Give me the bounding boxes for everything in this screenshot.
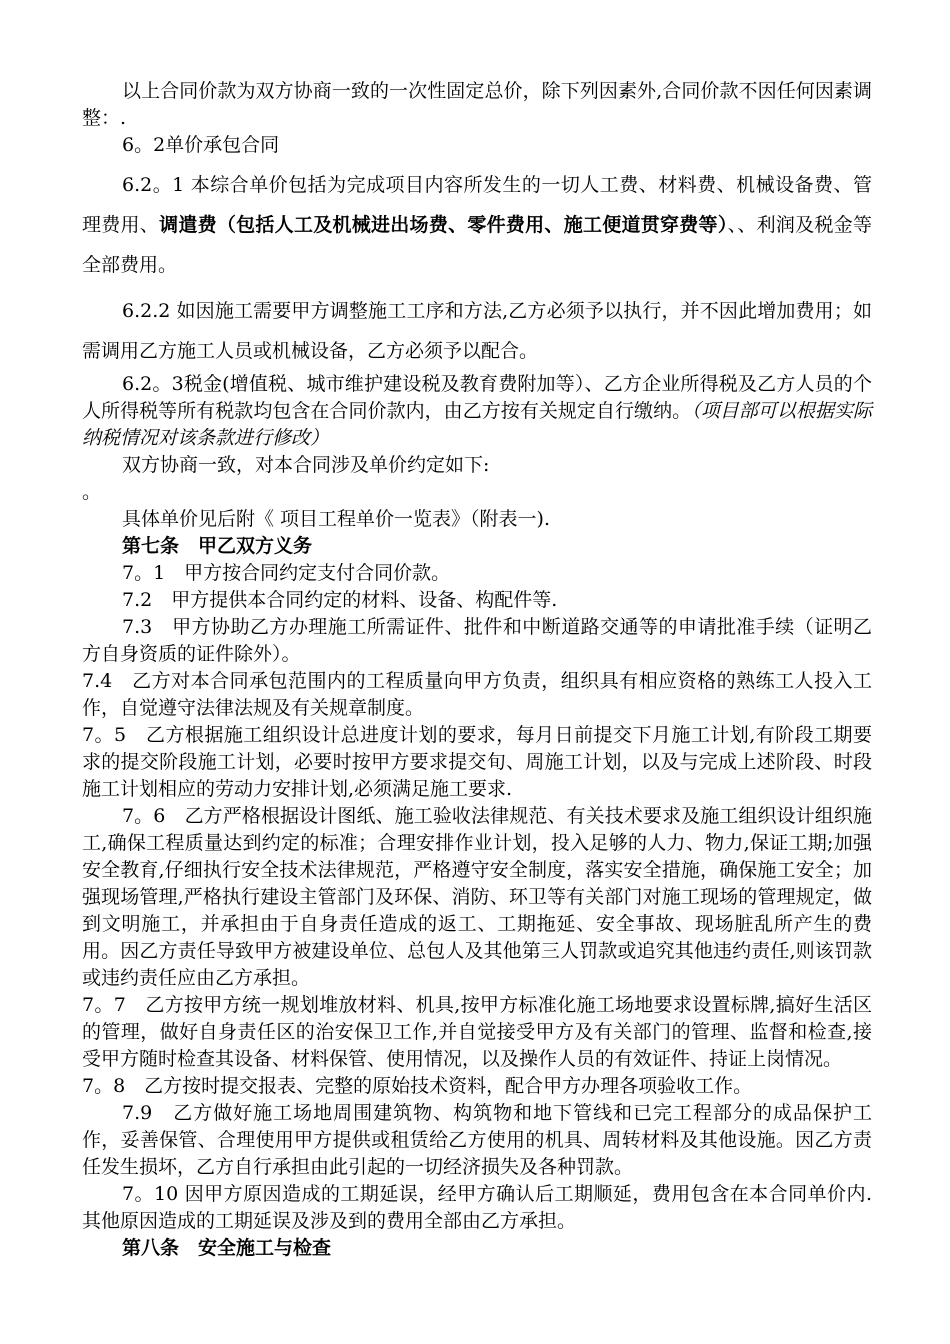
paragraph-6-2-1-text: 6.2。1 本综合单价包括为完成项目内容所发生的一切人工费、材料费、机械设备费、管理费用、 [82,174,872,236]
paragraph-7-9: 7.9 乙方做好施工场地周围建筑物、构筑物和地下管线和已完工程部分的成品保护工作，妥善保管、合理使用甲方提供或租赁给乙方使用的机具、周转材料及其他设施。因乙方责任发生损坏，乙方自行承担由此引起的一切经济损失及各种罚款。 [82,1102,872,1178]
article-7-heading: 第七条 甲乙双方义务 [122,535,313,557]
paragraph-7-7: 7。7 乙方按甲方统一规划堆放材料、机具,按甲方标准化施工场地要求设置标牌,搞好生活区的管理，做好自身责任区的治安保卫工作,并自觉接受甲方及有关部门的管理、监督和检查,接受甲方随时检查其设备、材料保管、使用情况，以及操作人员的有效证件、持证上岗情况。 [82,994,872,1070]
paragraph-blank-mark: 。 [82,481,102,503]
paragraph-6-2-1-tail: 、、利润及税金等全部费用。 [82,214,872,276]
paragraph-6-2-1 [82,165,872,285]
paragraph-6-2-3-text: 6.2。3税金(增值税、城市维护建设税及教育费附加等）、乙方企业所得税及乙方人员的个人所得税等所有税款均包含在合同价款内，由乙方按有关规定自行缴纳。 [82,373,872,422]
article-8-heading: 第八条 安全施工与检查 [122,1237,332,1259]
paragraph-7-4: 7.4 乙方对本合同承包范围内的工程质量向甲方负责，组织具有相应资格的熟练工人投入工作，自觉遵守法律法规及有关规章制度。 [82,670,872,719]
paragraph-6-2-3 [82,371,872,452]
paragraph-7-2: 7.2 甲方提供本合同约定的材料、设备、构配件等. [122,589,558,611]
paragraph-7-6: 7。6 乙方严格根据设计图纸、施工验收法律规范、有关技术要求及施工组织设计组织施工,确保工程质量达到约定的标准；合理安排作业计划，投入足够的人力、物力,保证工期;加强安全教育,仔细执行安全技术法律规范，严格遵守安全制度，落实安全措施，确保施工安全；加强现场管理,严格执行建设主管部门及环保、消防、环卫等有关部门对施工现场的管理规定，做到文明施工，并承担由于自身责任造成的返工、工期拖延、安全事故、现场脏乱所产生的费用。因乙方责任导致甲方被建设单位、总包人及其他第三人罚款或追究其他违约责任,则该罚款或违约责任应由乙方承担。 [82,805,872,989]
paragraph-7-8: 7。8 乙方按时提交报表、完整的原始技术资料，配合甲方办理各项验收工作。 [82,1075,753,1097]
document-page [82,78,872,1262]
paragraph-6-2-3-note: （项目部可以根据实际纳税情况对该条款进行修改） [82,400,872,449]
paragraph-7-5: 7。5 乙方根据施工组织设计总进度计划的要求，每月日前提交下月施工计划,有阶段工期要求的提交阶段施工计划，必要时按甲方要求提交旬、周施工计划，以及与完成上述阶段、时段施工计划相应的劳动力安排计划,必须满足施工要求. [82,724,872,800]
paragraph-7-3: 7.3 甲方协助乙方办理施工所需证件、批件和中断道路交通等的申请批准手续（证明乙方自身资质的证件除外）。 [82,616,872,665]
paragraph-7-1: 7。1 甲方按合同约定支付合同价款。 [122,562,451,584]
paragraph-fixed-price: 以上合同价款为双方协商一致的一次性固定总价，除下列因素外,合同价款不因任何因素调整：. [82,80,872,129]
paragraph-6-2-title: 6。2单价承包合同 [122,134,280,156]
paragraph-6-2-1-bold: 调遣费（包括人工及机械进出场费、零件费用、施工便道贯穿费等） [159,214,728,236]
paragraph-unit-price-agreement: 双方协商一致，对本合同涉及单价约定如下: [122,454,490,476]
paragraph-unit-price-appendix: 具体单价见后附《 项目工程单价一览表》（附表一). [122,508,550,530]
paragraph-6-2-2: 6.2.2 如因施工需要甲方调整施工工序和方法,乙方必须予以执行，并不因此增加费用；如需调用乙方施工人员或机械设备，乙方必须予以配合。 [82,300,872,362]
paragraph-7-10: 7。10 因甲方原因造成的工期延误，经甲方确认后工期顺延，费用包含在本合同单价内.其他原因造成的工期延误及涉及到的费用全部由乙方承担。 [82,1183,872,1232]
